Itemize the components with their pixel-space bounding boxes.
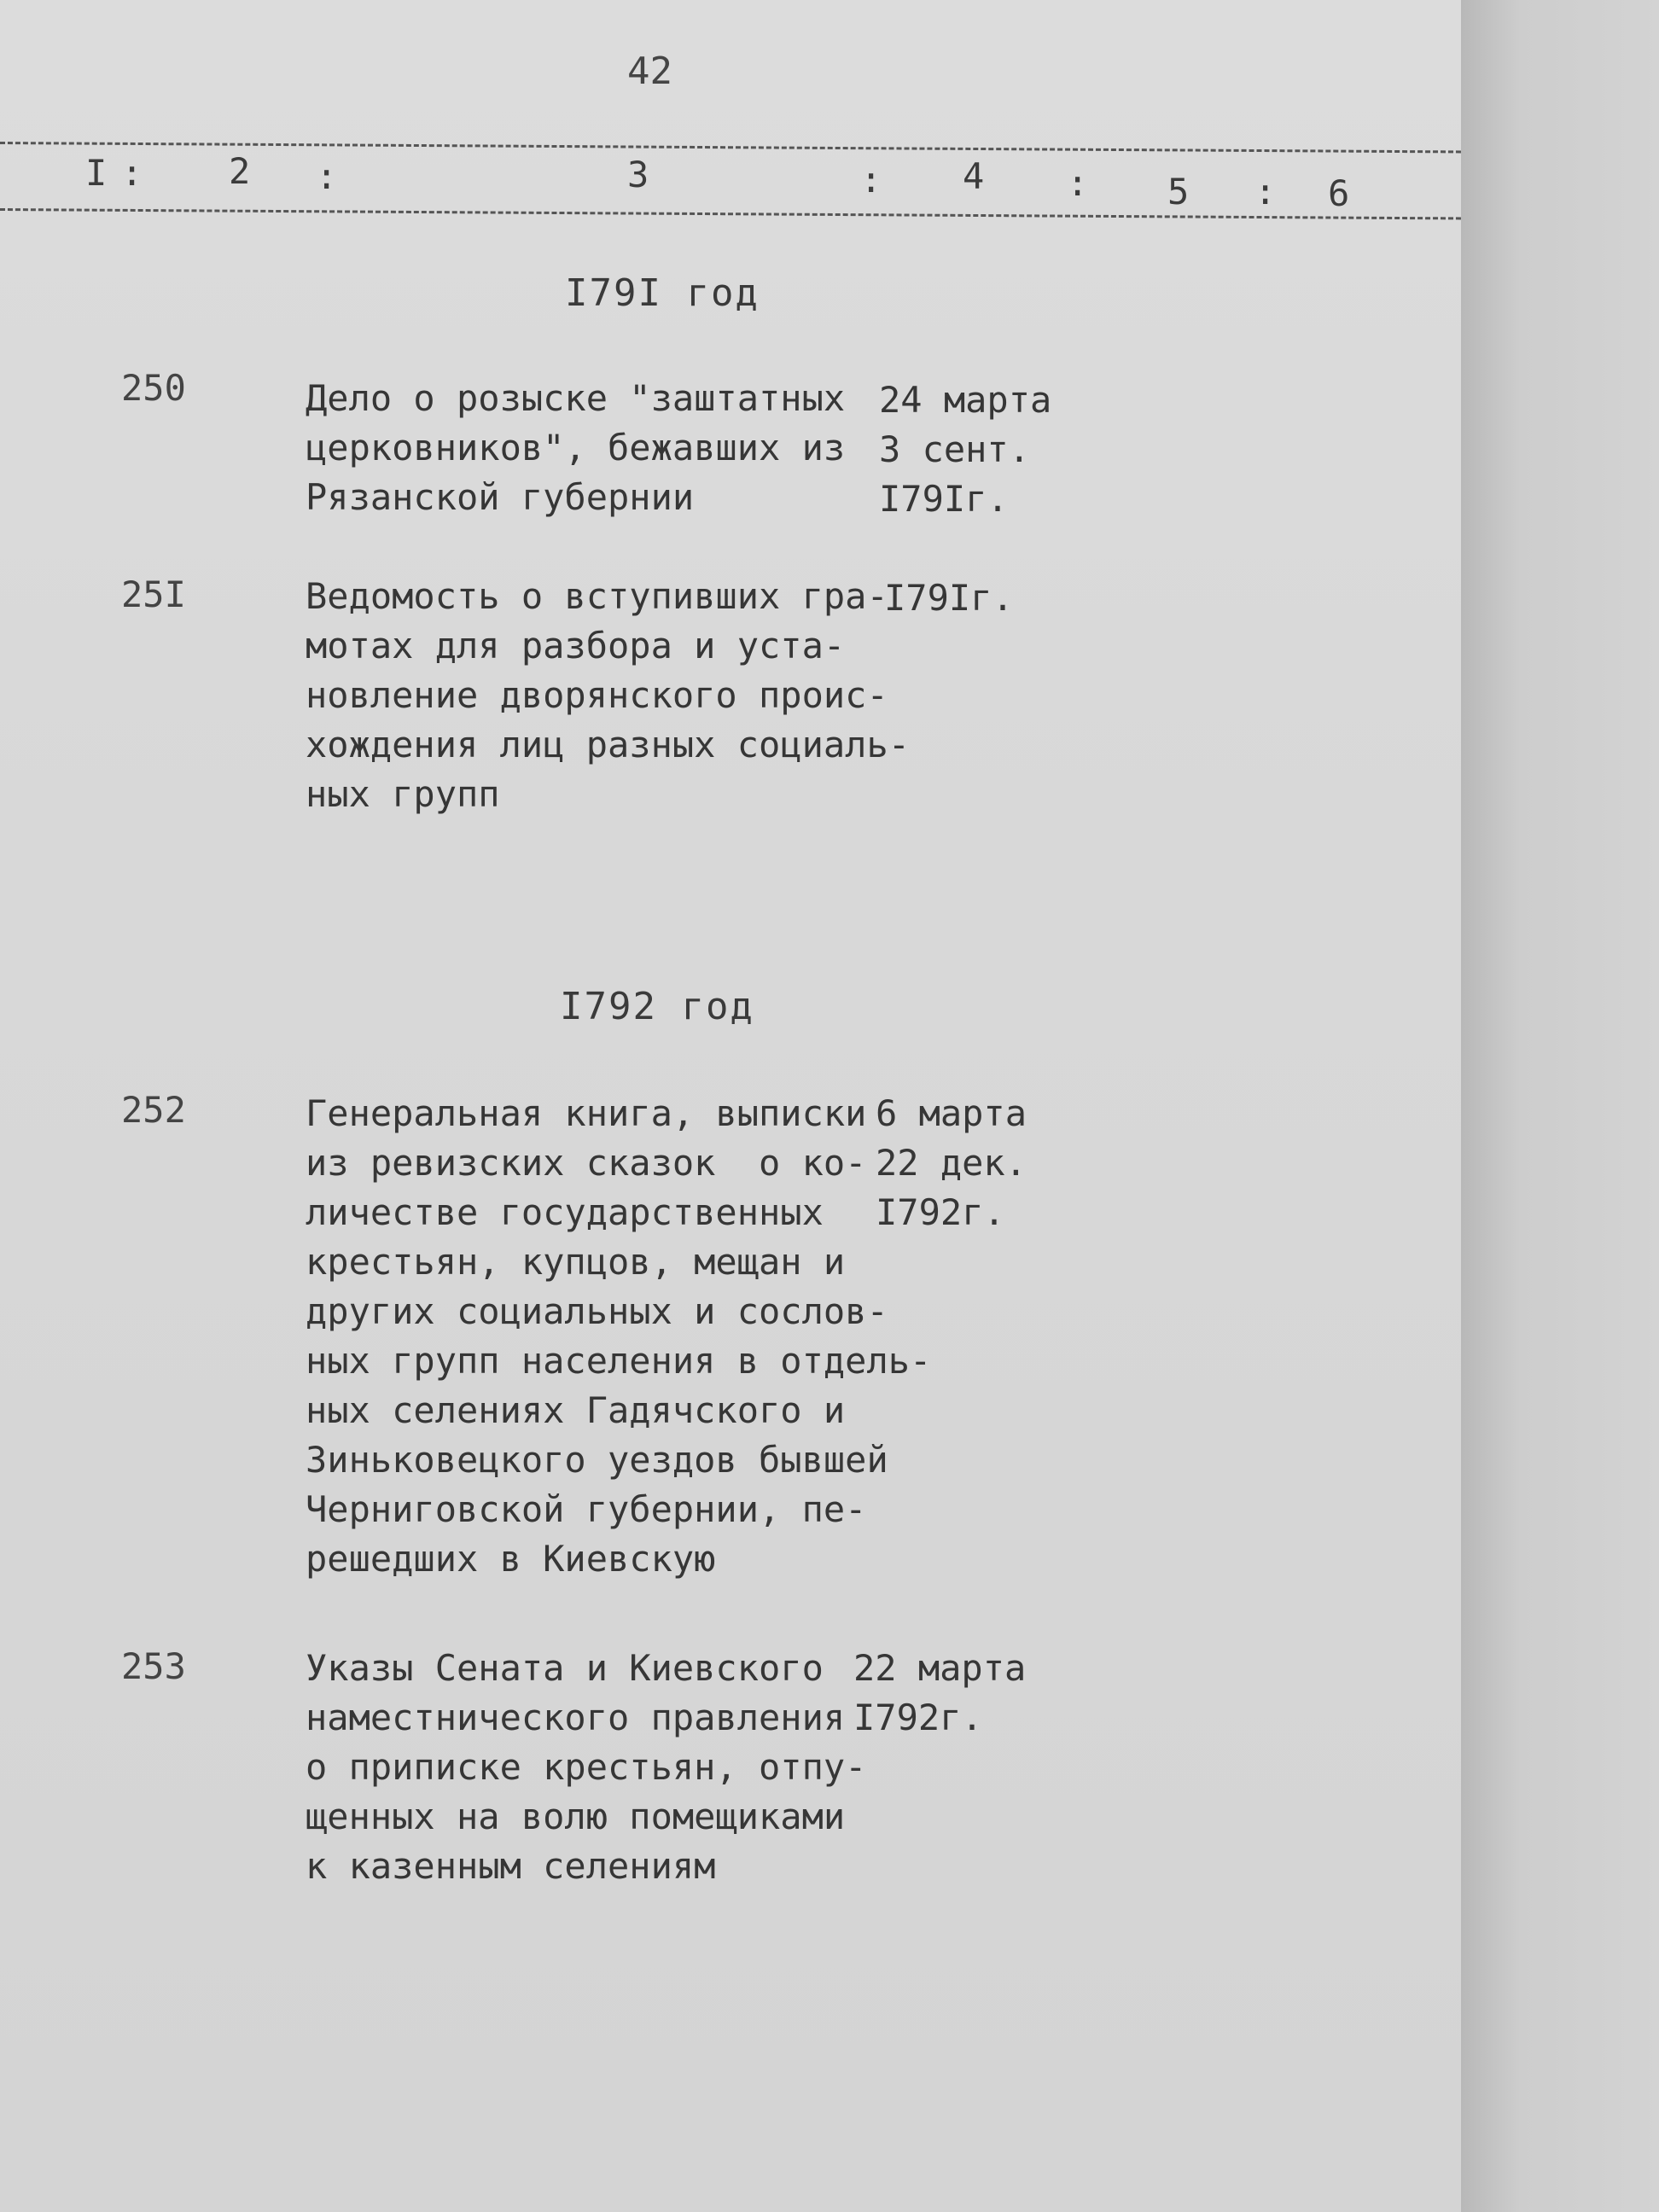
description-line: Черниговской губернии, пе- [306,1488,867,1530]
date-line: 24 марта [879,379,1052,421]
entry-description [306,572,911,819]
description-line: ных селениях Гадячского и [306,1389,846,1431]
description-line: других социальных и сослов- [306,1290,888,1332]
description-line: о приписке крестьян, отпу- [306,1746,867,1788]
entry-number: 25I [121,573,186,615]
column-3-label: 3 [627,154,649,195]
year-heading: I792 год [560,985,754,1028]
column-separator: : [860,159,882,201]
column-separator: : [316,155,338,197]
column-5-label: 5 [1167,171,1190,212]
column-6-label: 6 [1328,172,1350,214]
description-line: церковников", бежавших из [306,427,846,469]
column-separator: : [121,152,143,194]
column-4-label: 4 [963,155,985,197]
date-line: 6 марта [876,1092,1027,1134]
description-line: Зиньковецкого уездов бывшей [306,1439,888,1481]
entry-description [306,1089,932,1584]
description-line: ных групп [306,773,500,815]
column-1-label: I [85,152,108,194]
entry-description [306,374,886,522]
entry-dates [853,1644,1026,1743]
entry-number: 250 [121,367,186,409]
description-line: Ведомость о вступивших гра- [306,575,888,617]
date-line: 3 сент. [879,428,1031,470]
entry-number: 252 [121,1089,186,1131]
page-edge-shadow [1461,0,1659,2212]
entry-description [306,1644,886,1891]
description-line: Генеральная книга, выписки [306,1092,867,1134]
description-line: хождения лиц разных социаль- [306,724,911,765]
description-line: ных групп населения в отдель- [306,1340,932,1382]
description-line: наместнического правления [306,1697,846,1738]
date-line: I79Iг. [884,577,1014,619]
description-line: личестве государственных [306,1191,824,1233]
date-line: I792г. [853,1697,983,1738]
date-line: 22 дек. [876,1142,1027,1184]
description-line: решедших в Киевскую [306,1538,716,1580]
description-line: новление дворянского проис- [306,674,888,716]
description-line: щенных на волю помещиками [306,1796,846,1837]
description-line: из ревизских сказок о ко- [306,1142,867,1184]
description-line: Указы Сената и Киевского [306,1647,824,1689]
date-line: 22 марта [853,1647,1027,1689]
entry-dates [884,573,1014,623]
description-line: крестьян, купцов, мещан и [306,1241,846,1283]
column-2-label: 2 [229,150,251,192]
column-separator: : [1067,162,1089,204]
page-number: 42 [627,49,672,93]
description-line: мотах для разбора и уста- [306,625,846,667]
year-heading: I79I год [565,271,760,315]
entry-number: 253 [121,1645,186,1687]
column-separator: : [1254,171,1277,212]
date-line: I79Iг. [879,478,1009,520]
date-line: I792г. [876,1191,1005,1233]
entry-dates [879,375,1051,524]
description-line: Рязанской губернии [306,476,695,518]
entry-dates [876,1089,1027,1237]
description-line: к казенным селениям [306,1845,716,1887]
description-line: Дело о розыске "заштатных [306,377,846,419]
